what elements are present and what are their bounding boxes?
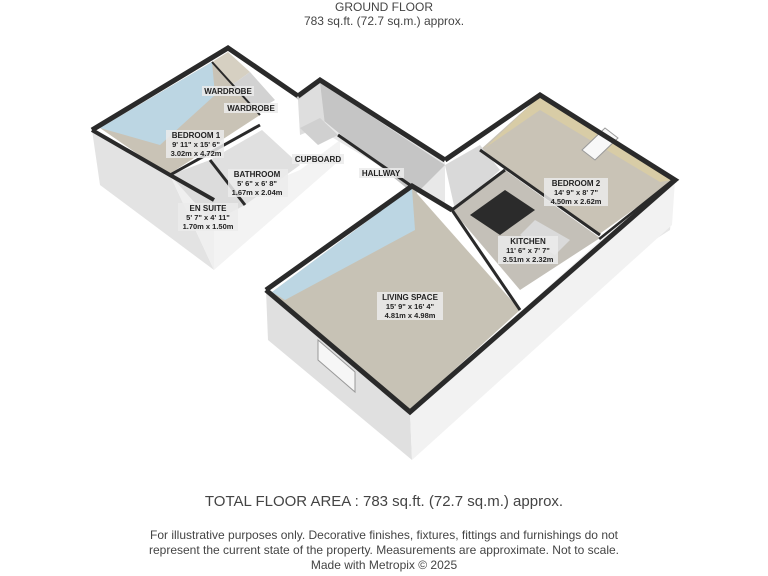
- bedroom-1-label: BEDROOM 1: [171, 131, 221, 140]
- bathroom-metric: 1.67m x 2.04m: [231, 188, 283, 197]
- bedroom-2-label: BEDROOM 2: [551, 179, 601, 188]
- bedroom-2-metric: 4.50m x 2.62m: [550, 197, 602, 206]
- bathroom-label: BATHROOM: [233, 170, 281, 179]
- hallway-label: HALLWAY: [361, 169, 401, 178]
- kitchen-imperial: 11' 6" x 7' 7": [506, 246, 550, 255]
- bedroom-2-imperial: 14' 9" x 8' 7": [553, 188, 599, 197]
- disclaimer: [0, 528, 768, 573]
- wardrobe-1-label: WARDROBE: [204, 87, 252, 96]
- living-space-imperial: 15' 9" x 16' 4": [385, 302, 435, 311]
- living-space-label: LIVING SPACE: [382, 293, 438, 302]
- made-with-credit: Made with Metropix © 2025: [310, 558, 458, 572]
- total-floor-area: TOTAL FLOOR AREA : 783 sq.ft. (72.7 sq.m.) approx.: [204, 493, 564, 510]
- hallway-block: [296, 80, 445, 205]
- floor-title: GROUND FLOOR: [334, 0, 433, 14]
- wardrobe-2-label: WARDROBE: [227, 104, 275, 113]
- disclaimer-line-1: For illustrative purposes only. Decorative finishes, fixtures, fittings and furnishings do not: [150, 528, 618, 542]
- en-suite-label: EN SUITE: [189, 204, 227, 213]
- disclaimer-line-2: represent the current state of the property. Measurements are approximate. Not to scale.: [148, 543, 619, 557]
- en-suite-metric: 1.70m x 1.50m: [182, 222, 234, 231]
- bedroom-1-imperial: 9' 11" x 15' 6": [172, 140, 220, 149]
- cupboard-label: CUPBOARD: [294, 155, 342, 164]
- living-space-metric: 4.81m x 4.98m: [384, 311, 436, 320]
- plan-header: [0, 0, 768, 28]
- bathroom-imperial: 5' 6" x 6' 8": [237, 179, 277, 188]
- kitchen-metric: 3.51m x 2.32m: [502, 255, 554, 264]
- floor-area: 783 sq.ft. (72.7 sq.m.) approx.: [303, 14, 465, 28]
- kitchen-label: KITCHEN: [510, 237, 546, 246]
- bedroom-1-metric: 3.02m x 4.72m: [170, 149, 222, 158]
- en-suite-imperial: 5' 7" x 4' 11": [186, 213, 230, 222]
- floor-plan-diagram: [0, 36, 768, 476]
